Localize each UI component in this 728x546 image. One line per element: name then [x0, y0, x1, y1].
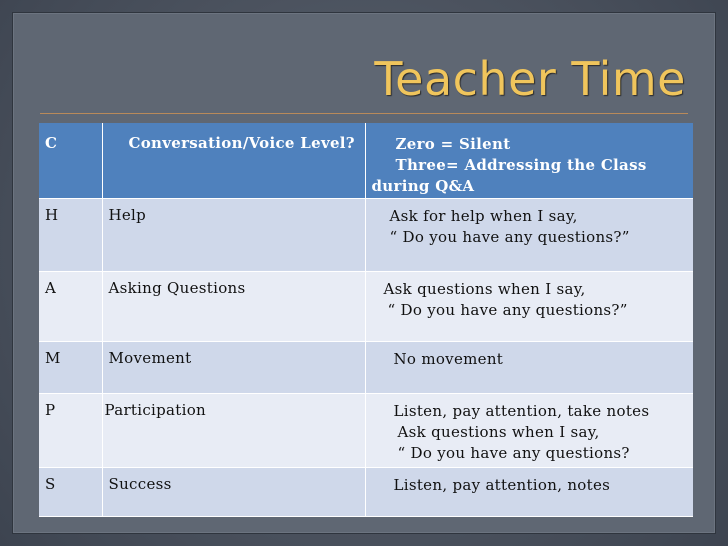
table-row [39, 467, 693, 516]
row-description-cell [365, 393, 693, 467]
title-divider [40, 113, 688, 114]
row-category-cell [102, 198, 365, 271]
row-description-line: Listen, pay attention, notes [393, 475, 611, 494]
row-description-line: Ask questions when I say, [397, 422, 600, 441]
header-description-line: during Q&A [371, 177, 475, 195]
slide-title: Teacher Time [374, 52, 686, 106]
header-category-cell [102, 123, 365, 198]
row-letter: H [45, 205, 59, 224]
row-description-cell [365, 341, 693, 393]
header-letter-cell [39, 123, 102, 198]
table-row [39, 393, 693, 467]
row-description-cell [365, 271, 693, 341]
row-category-cell [102, 271, 365, 341]
table-row [39, 341, 693, 393]
row-description-line: No movement [393, 349, 504, 368]
row-description-cell [365, 198, 693, 271]
row-description-line: Listen, pay attention, take notes [393, 401, 650, 420]
row-letter: M [45, 348, 61, 367]
header-letter: C [45, 134, 58, 152]
header-description-line: Zero = Silent [395, 135, 511, 153]
header-description-cell [365, 123, 693, 198]
row-description-line: Ask for help when I say, [389, 206, 578, 225]
row-category-cell [102, 467, 365, 516]
row-description-cell [365, 467, 693, 516]
row-category-cell [102, 393, 365, 467]
row-category: Success [108, 474, 172, 493]
row-letter-cell [39, 271, 102, 341]
table-row [39, 198, 693, 271]
header-description-line: Three= Addressing the Class [395, 156, 647, 174]
row-category: Help [108, 205, 147, 224]
row-letter-cell [39, 341, 102, 393]
row-letter: P [45, 400, 56, 419]
row-description-line: Ask questions when I say, [383, 279, 586, 298]
row-category-cell [102, 341, 365, 393]
row-description-line: “ Do you have any questions?” [387, 300, 628, 319]
table-header-row [39, 123, 693, 198]
row-category: Asking Questions [108, 278, 246, 297]
header-category: Conversation/Voice Level? [128, 134, 355, 152]
champs-table [39, 123, 693, 517]
row-letter-cell [39, 467, 102, 516]
table-row [39, 271, 693, 341]
row-description-line: “ Do you have any questions?” [389, 227, 630, 246]
row-description-line: “ Do you have any questions? [397, 443, 630, 462]
row-letter-cell [39, 198, 102, 271]
row-letter: A [45, 278, 57, 297]
row-category: Participation [104, 400, 207, 419]
row-letter: S [45, 474, 56, 493]
row-category: Movement [108, 348, 192, 367]
row-letter-cell [39, 393, 102, 467]
